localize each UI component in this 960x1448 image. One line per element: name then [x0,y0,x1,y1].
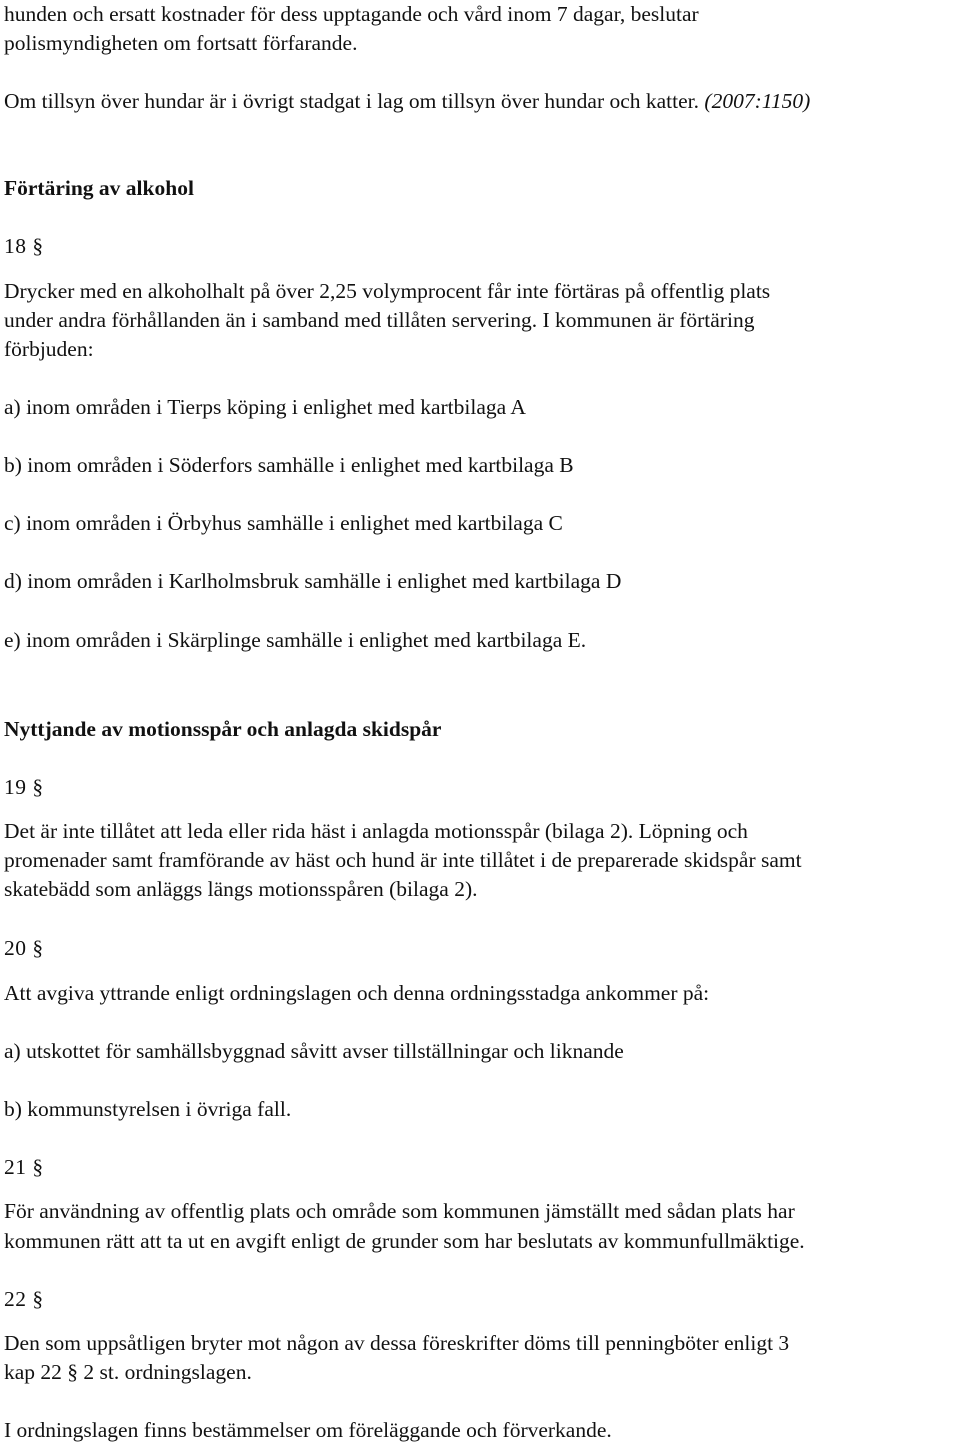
paragraph-text: Om tillsyn över hundar är i övrigt stadgat i lag om tillsyn över hundar och katter. [4,89,700,113]
list-item: a) utskottet för samhällsbyggnad såvitt avser tillställningar och liknande [4,1039,624,1063]
section-number: 20 § [4,936,44,960]
section-number: 18 § [4,234,44,258]
list-item: c) inom områden i Örbyhus samhälle i enlighet med kartbilaga C [4,511,563,535]
section-number: 19 § [4,775,44,799]
section-number: 21 § [4,1155,44,1179]
paragraph-line: kap 22 § 2 st. ordningslagen. [4,1360,252,1384]
paragraph-line: promenader samt framförande av häst och hund är inte tillåtet i de preparerade skidspår samt [4,848,802,872]
paragraph-line: kommunen rätt att ta ut en avgift enligt de grunder som har beslutats av kommunfullmäktige. [4,1229,805,1253]
paragraph-line: Den som uppsåtligen bryter mot någon av dessa föreskrifter döms till penningböter enligt 3 [4,1331,790,1355]
paragraph-line: Det är inte tillåtet att leda eller rida häst i anlagda motionsspår (bilaga 2). Löpning och [4,819,748,843]
section-heading: Nyttjande av motionsspår och anlagda skidspår [4,717,442,741]
paragraph-line: I ordningslagen finns bestämmelser om föreläggande och förverkande. [4,1418,612,1442]
list-item: b) inom områden i Söderfors samhälle i enlighet med kartbilaga B [4,453,574,477]
amendment-reference: (2007:1150) [704,89,811,113]
paragraph-line: polismyndigheten om fortsatt förfarande. [4,31,358,55]
paragraph-line: förbjuden: [4,337,94,361]
section-heading: Förtäring av alkohol [4,176,194,200]
paragraph-line: Att avgiva yttrande enligt ordningslagen och denna ordningsstadga ankommer på: [4,981,710,1005]
list-item: a) inom områden i Tierps köping i enlighet med kartbilaga A [4,395,526,419]
paragraph-line [4,88,810,115]
list-item: d) inom områden i Karlholmsbruk samhälle i enlighet med kartbilaga D [4,569,622,593]
paragraph-line: Drycker med en alkoholhalt på över 2,25 volymprocent får inte förtäras på offentlig plats [4,279,771,303]
list-item: b) kommunstyrelsen i övriga fall. [4,1097,292,1121]
paragraph-line: under andra förhållanden än i samband med tillåten servering. I kommunen är förtäring [4,308,755,332]
section-number: 22 § [4,1287,44,1311]
paragraph-line: För användning av offentlig plats och område som kommunen jämställt med sådan plats har [4,1199,795,1223]
paragraph-line: skatebädd som anläggs längs motionsspåren (bilaga 2). [4,877,478,901]
paragraph-line: hunden och ersatt kostnader för dess upptagande och vård inom 7 dagar, beslutar [4,2,699,26]
list-item: e) inom områden i Skärplinge samhälle i enlighet med kartbilaga E. [4,628,587,652]
